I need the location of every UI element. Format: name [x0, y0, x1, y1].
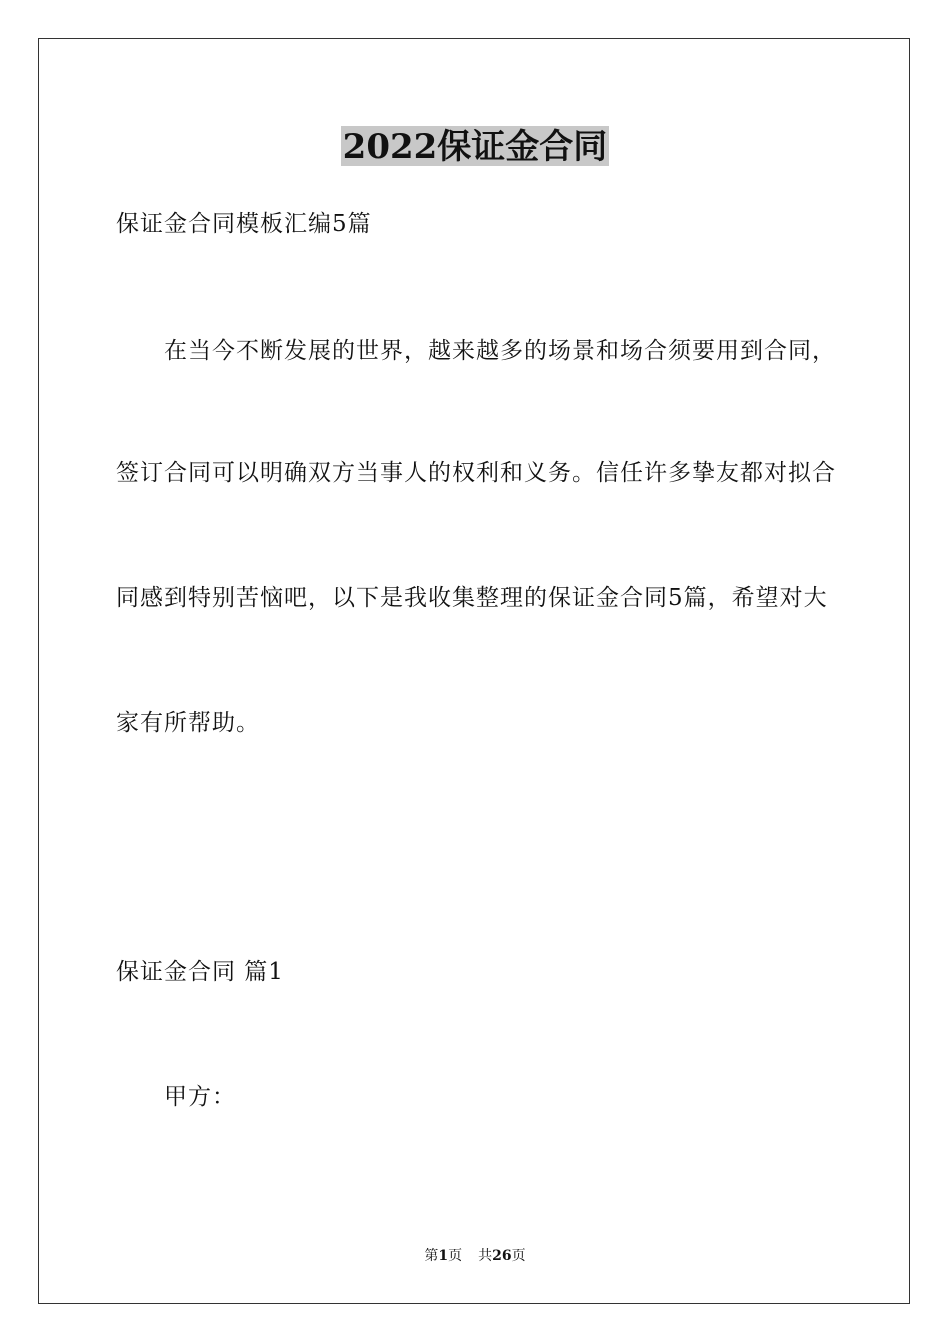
party-a-label: 甲方：: [164, 1084, 236, 1110]
intro-line-1: 在当今不断发展的世界，越来越多的场景和场合须要用到合同，: [164, 338, 836, 364]
footer-total-pages: 26: [492, 1248, 512, 1264]
footer-page-number: 1: [438, 1248, 449, 1264]
document-subtitle: 保证金合同模板汇编5篇: [116, 211, 372, 237]
intro-line-4: 家有所帮助。: [116, 710, 260, 736]
document-title-text: 2022保证金合同: [342, 127, 608, 167]
footer-total-prefix: 共: [478, 1248, 493, 1264]
page-footer: [0, 1247, 950, 1265]
footer-page-suffix: 页: [448, 1248, 463, 1264]
document-title: [0, 126, 950, 166]
intro-line-2: 签订合同可以明确双方当事人的权利和义务。信任许多挚友都对拟合: [116, 460, 836, 486]
intro-line-3: 同感到特别苦恼吧，以下是我收集整理的保证金合同5篇，希望对大: [116, 585, 828, 611]
footer-total-suffix: 页: [511, 1248, 526, 1264]
section-heading: 保证金合同 篇1: [116, 959, 284, 985]
footer-page-prefix: 第: [424, 1248, 439, 1264]
